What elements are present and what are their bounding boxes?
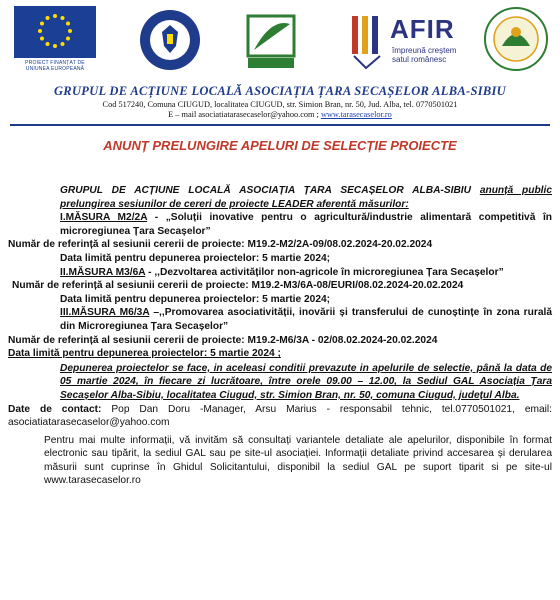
afir-tagline-1: împreună creștem bbox=[392, 46, 457, 55]
closing-paragraph: Pentru mai multe informații, vă invităm să consultați variantele detaliate ale apelurilor, disponibile în format electronic sau tipărit, la sediul GAL sau pe site-ul asociației. Informații detaliate privind accesarea și derularea măsurii sunt cuprinse în Ghidul Solicitantului, disponibil la sediul GAL pe suport tiparit si pe site-ul www.tarasecaselor.ro bbox=[44, 434, 552, 487]
gal-title: GRUPUL DE ACȚIUNE LOCALĂ ASOCIAȚIA ȚARA SECAȘELOR ALBA-SIBIU bbox=[53, 84, 507, 98]
measure-3-ref-value: M19.2-M6/3A - 02/08.02.2024-20.02.2024 bbox=[244, 334, 438, 346]
announcement-title: ANUNȚ PRELUNGIRE APELURI DE SELECȚIE PROIECTE bbox=[103, 138, 457, 153]
measure-2-code: II.MĂSURA M3/6A bbox=[60, 266, 146, 278]
gal-seal bbox=[482, 4, 550, 74]
measure-1-name: - „Soluții inovative pentru o agricultură/industrie alimentară competitivă în microregiunea Țara Secașelor” bbox=[60, 212, 553, 237]
measure-3-code: III.MĂSURA M6/3A bbox=[60, 307, 150, 319]
measure-1-ref-value: M19.2-M2/2A-09/08.02.2024-20.02.2024 bbox=[244, 239, 433, 251]
announcement-body bbox=[8, 184, 552, 488]
measure-1-ref bbox=[8, 238, 552, 252]
gal-address: Cod 517240, Comuna CIUGUD, localitatea CIUGUD, str. Simion Bran, nr. 50, Jud. Alba, tel. 0770501021 bbox=[102, 100, 458, 109]
measure-3-ref bbox=[8, 334, 552, 348]
eu-caption: PROIECT FINANȚAT DE UNIUNEA EUROPEANĂ bbox=[25, 60, 85, 72]
contact-text: Pop Dan Doru -Manager, Arsu Marius - responsabil tehnic, tel.0770501021, email: asociatiatarasecaselor@yahoo.com bbox=[8, 403, 552, 429]
gal-address-block bbox=[0, 100, 560, 120]
afir-tagline bbox=[392, 46, 456, 64]
gal-email: E – mail asociatiatarasecaselor@yahoo.com ; bbox=[168, 110, 319, 119]
wheat-icon bbox=[348, 12, 388, 72]
header-divider bbox=[10, 124, 550, 126]
measure-2-title bbox=[8, 266, 552, 280]
gal-seal-icon bbox=[482, 4, 550, 74]
measure-2-name: - ,,Dezvoltarea activităților non-agricole în microregiunea Țara Secașelor” bbox=[145, 266, 504, 278]
gal-website-link[interactable]: www.tarasecaselor.ro bbox=[320, 110, 392, 119]
gal-email-line bbox=[0, 110, 560, 120]
eu-logo bbox=[14, 6, 96, 74]
afir-name: AFIR bbox=[390, 14, 455, 44]
measure-1-deadline: Data limită pentru depunerea proiectelor: 5 martie 2024; bbox=[60, 252, 331, 264]
submission-paragraph: Depunerea proiectelor se face, in aceleasi conditii prevazute in apelurile de selectie, până la data de 05 martie 2024, în fiecare zi lucrătoare, între orele 09.00 – 12.00, la Sediul GAL Asociația Țara Secașelor Alba-Sibiu, localitatea Ciugud, str. Simion Bran, nr. 50, comuna Ciugud, județul Alba. bbox=[60, 362, 552, 401]
measure-3-title bbox=[8, 306, 552, 333]
measure-1-ref-label: Număr de referință al sesiunii cererii de proiecte: bbox=[8, 239, 245, 251]
intro-rest: prelungirea sesiunilor de cereri de proiecte LEADER aferentă măsurilor: bbox=[60, 198, 409, 210]
measure-1-code: I.MĂSURA M2/2A bbox=[60, 212, 148, 224]
intro-org: GRUPUL DE ACȚIUNE LOCALĂ ASOCIAȚIA ȚARA SECAȘELOR ALBA-SIBIU bbox=[60, 185, 471, 196]
afir-logo bbox=[348, 12, 466, 72]
measure-2-deadline: Data limită pentru depunerea proiectelor: 5 martie 2024; bbox=[60, 293, 331, 305]
intro-paragraph bbox=[8, 184, 552, 211]
logo-strip bbox=[0, 0, 560, 90]
contact-label: Date de contact: bbox=[8, 403, 102, 415]
measure-2-ref-value: M19.2-M3/6A-08/EURI/08.02.2024-20.02.2024 bbox=[248, 280, 464, 292]
contact-paragraph bbox=[8, 403, 552, 430]
intro-announces: anunță public bbox=[479, 185, 553, 196]
measure-3-name: –,,Promovarea asociativității, inovării și transferului de cunoștințe în zona rurală din Microregiunea Țara Secașelor” bbox=[60, 307, 552, 332]
measure-2-ref-label: Număr de referință al sesiunii cererii de proiecte: bbox=[12, 280, 249, 292]
leader-logo bbox=[246, 14, 296, 70]
measure-2-ref bbox=[8, 279, 552, 293]
afir-tagline-2: satul românesc bbox=[392, 55, 447, 64]
measure-3-ref-label: Număr de referință al sesiunii cererii de proiecte: bbox=[8, 334, 245, 346]
eu-flag-icon bbox=[14, 6, 96, 58]
leader-icon bbox=[246, 14, 296, 70]
government-crest-icon bbox=[138, 8, 202, 72]
measure-1-title bbox=[8, 211, 552, 238]
measure-3-deadline: Data limită pentru depunerea proiectelor: 5 martie 2024 ; bbox=[8, 348, 281, 360]
government-logo bbox=[138, 8, 202, 72]
